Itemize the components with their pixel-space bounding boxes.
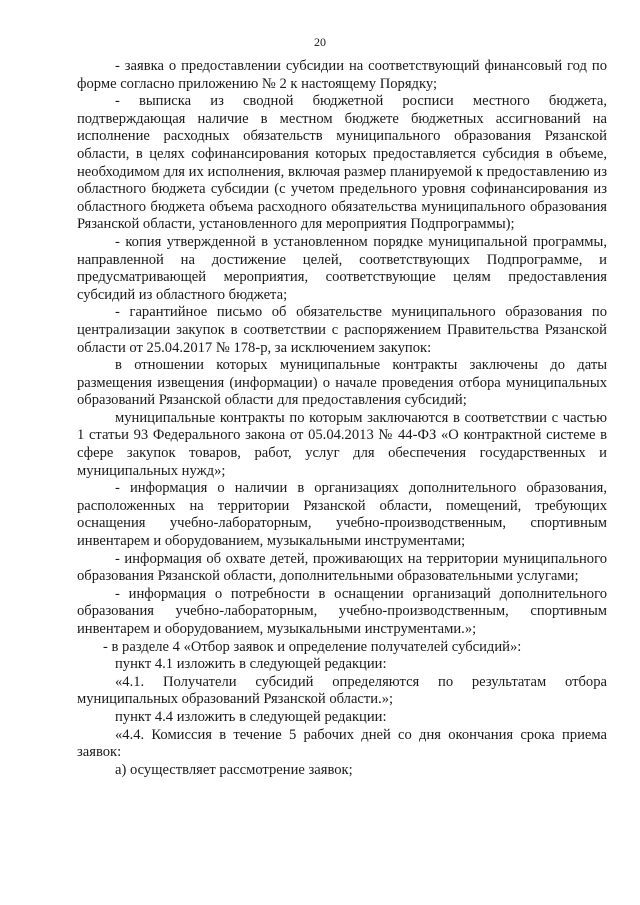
paragraph: - информация об охвате детей, проживающих на территории муниципального образования Рязанской области, дополнительными образовательными услугами; [77,550,607,585]
paragraph: муниципальные контракты по которым заключаются в соответствии с частью 1 статьи 93 Федерального закона от 05.04.2013 № 44-ФЗ «О контрактной системе в сфере закупок товаров, работ, услуг для обеспечения государственных и муниципальных нужд»; [77,409,607,479]
paragraph: - в разделе 4 «Отбор заявок и определение получателей субсидий»: [103,638,522,655]
paragraph: - информация о потребности в оснащении организаций дополнительного образования учебно-лабораторным, учебно-производственным, спортивным инвентарем и оборудованием, музыкальными инструментами.»; [77,585,607,637]
paragraph: пункт 4.4 изложить в следующей редакции: [115,708,387,725]
paragraph: «4.4. Комиссия в течение 5 рабочих дней со дня окончания срока приема заявок: [77,726,607,761]
paragraph: - копия утвержденной в установленном порядке муниципальной программы, направленной на достижение целей, соответствующих Подпрограмме, и предусматривающей мероприятия, соответствующие целям предоставления субсидий из областного бюджета; [77,233,607,303]
paragraph: - выписка из сводной бюджетной росписи местного бюджета, подтверждающая наличие в местном бюджете бюджетных ассигнований на исполнение расходных обязательств муниципального образования Рязанской области, в целях софинансирования которых предоставляется субсидия в объеме, необходимом для их исполнения, включая размер планируемой к предоставлению из областного бюджета субсидии (с учетом предельного уровня софинансирования из областного бюджета объема расходного обязательства муниципального образования Рязанской области, установленного для мероприятия Подпрограммы); [77,93,607,233]
paragraph: - заявка о предоставлении субсидии на соответствующий финансовый год по форме согласно приложению № 2 к настоящему Порядку; [77,58,607,92]
document-body [77,58,607,779]
paragraph: в отношении которых муниципальные контракты заключены до даты размещения извещения (информации) о начале проведения отбора муниципальных образований Рязанской области для предоставления субсидий; [77,357,607,409]
paragraph: а) осуществляет рассмотрение заявок; [115,761,353,778]
paragraph: «4.1. Получатели субсидий определяются по результатам отбора муниципальных образований Рязанской области.»; [77,673,607,708]
paragraph: пункт 4.1 изложить в следующей редакции: [115,656,387,673]
paragraph: - гарантийное письмо об обязательстве муниципального образования по централизации закупок в соответствии с распоряжением Правительства Рязанской области от 25.04.2017 № 178-р, за исключением закупок: [77,304,607,356]
page-number: 20 [314,35,326,49]
paragraph: - информация о наличии в организациях дополнительного образования, расположенных на территории Рязанской области, помещений, требующих оснащения учебно-лабораторным, учебно-производственным, спортивным инвентарем и оборудованием, музыкальными инструментами; [77,480,607,550]
